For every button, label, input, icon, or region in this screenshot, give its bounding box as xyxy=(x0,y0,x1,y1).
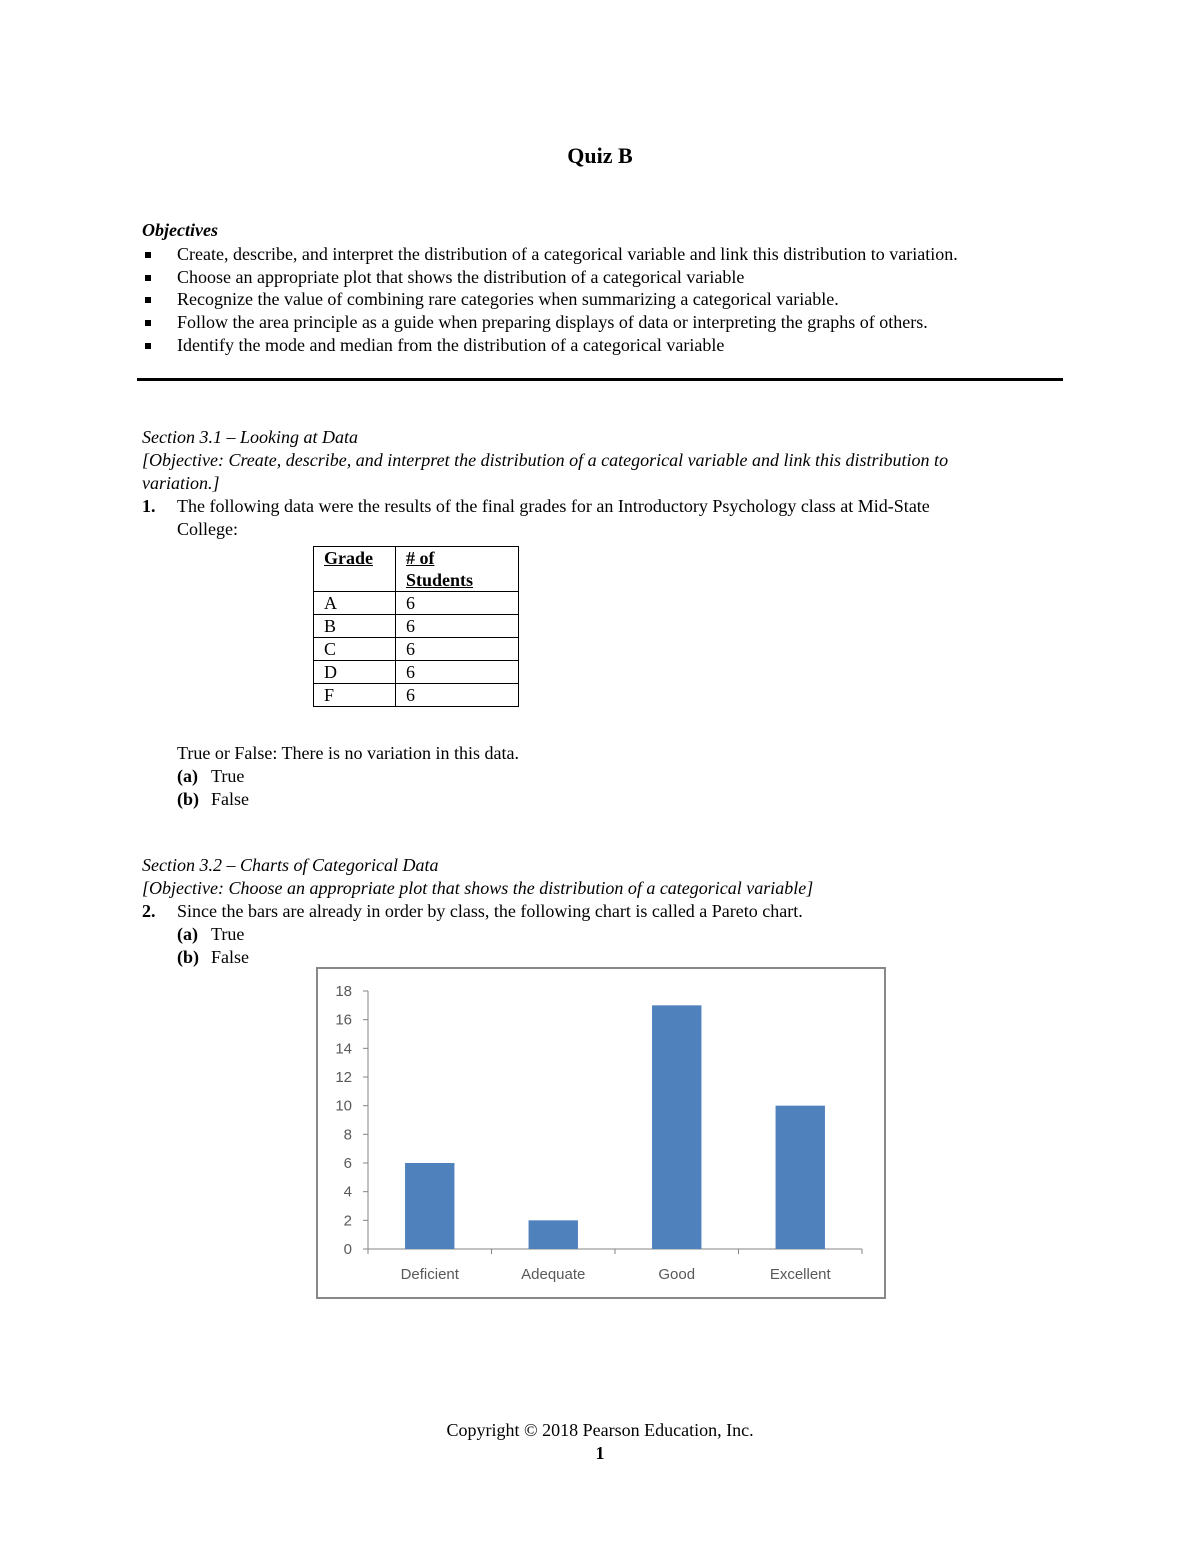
table-row xyxy=(314,592,519,615)
option-label: (b) xyxy=(177,789,199,809)
section1-objective-line2: variation.] xyxy=(142,473,220,493)
count-cell: 6 xyxy=(396,661,519,684)
y-tick-label: 2 xyxy=(343,1212,352,1230)
question2-number: 2. xyxy=(142,901,156,921)
y-tick-label: 4 xyxy=(343,1183,352,1201)
bullet-icon xyxy=(145,320,151,326)
objective-item xyxy=(142,288,958,311)
y-tick-label: 16 xyxy=(335,1011,352,1029)
table-header-row xyxy=(314,547,519,592)
y-tick-label: 14 xyxy=(335,1040,352,1058)
table-header-grade: Grade xyxy=(314,547,396,592)
question1-option-a xyxy=(177,765,244,788)
option-label: (a) xyxy=(177,924,198,944)
question1-text-line2: College: xyxy=(177,519,238,539)
horizontal-divider xyxy=(137,378,1063,381)
grade-cell: A xyxy=(314,592,396,615)
objective-text: Recognize the value of combining rare categories when summarizing a categorical variable. xyxy=(177,289,839,310)
option-text: True xyxy=(211,766,245,786)
bar-chart-frame xyxy=(316,967,886,1299)
grades-table-wrapper xyxy=(313,546,519,707)
objective-text: Choose an appropriate plot that shows the distribution of a categorical variable xyxy=(177,266,745,287)
table-row xyxy=(314,615,519,638)
x-tick-label: Good xyxy=(658,1266,696,1283)
x-tick-label: Excellent xyxy=(769,1266,831,1283)
x-tick-label: Deficient xyxy=(400,1266,459,1283)
question1-number: 1. xyxy=(142,496,156,516)
page-number: 1 xyxy=(595,1443,605,1463)
bar-good xyxy=(652,1005,701,1249)
question1-option-b xyxy=(177,788,249,811)
objective-item xyxy=(142,266,958,289)
y-tick-label: 10 xyxy=(335,1097,352,1115)
grade-cell: F xyxy=(314,684,396,707)
copyright-text: Copyright © 2018 Pearson Education, Inc. xyxy=(446,1420,754,1440)
table-row xyxy=(314,684,519,707)
question2 xyxy=(142,900,803,923)
section2-heading: Section 3.2 – Charts of Categorical Data xyxy=(142,855,439,875)
bullet-icon xyxy=(145,343,151,349)
bar-chart xyxy=(318,969,884,1297)
y-tick-label: 18 xyxy=(335,983,352,1000)
table-row xyxy=(314,661,519,684)
option-label: (b) xyxy=(177,947,199,967)
question2-option-b xyxy=(177,946,249,969)
objective-text: Identify the mode and median from the distribution of a categorical variable xyxy=(177,334,725,355)
table-header-students xyxy=(396,547,519,592)
count-cell: 6 xyxy=(396,684,519,707)
y-tick-label: 0 xyxy=(343,1241,352,1258)
question1-prompt: True or False: There is no variation in this data. xyxy=(177,743,519,763)
question2-text: Since the bars are already in order by class, the following chart is called a Pareto chart. xyxy=(177,901,803,921)
bullet-icon xyxy=(145,252,151,258)
option-label: (a) xyxy=(177,766,198,786)
header-students-line1: # of xyxy=(406,548,435,568)
grade-cell: C xyxy=(314,638,396,661)
bar-excellent xyxy=(776,1106,825,1249)
count-cell: 6 xyxy=(396,592,519,615)
question1 xyxy=(142,495,930,518)
bullet-icon xyxy=(145,297,151,303)
page-title: Quiz B xyxy=(567,143,633,168)
option-text: False xyxy=(211,789,249,809)
objective-text: Create, describe, and interpret the distribution of a categorical variable and link this distribution to variation. xyxy=(177,244,958,264)
y-tick-label: 12 xyxy=(335,1069,352,1086)
objectives-heading: Objectives xyxy=(142,220,218,240)
question1-text-line1: The following data were the results of the final grades for an Introductory Psychology class at Mid-State xyxy=(177,496,930,516)
section2-objective: [Objective: Choose an appropriate plot that shows the distribution of a categorical variable] xyxy=(142,878,814,898)
section1-objective-line1: [Objective: Create, describe, and interpret the distribution of a categorical variable and link this distribution to xyxy=(142,450,949,470)
option-text: False xyxy=(211,947,249,967)
bar-adequate xyxy=(529,1220,578,1249)
grade-cell: D xyxy=(314,661,396,684)
count-cell: 6 xyxy=(396,638,519,661)
count-cell: 6 xyxy=(396,615,519,638)
table-row xyxy=(314,638,519,661)
section1-heading: Section 3.1 – Looking at Data xyxy=(142,427,358,447)
bar-deficient xyxy=(405,1163,454,1249)
y-tick-label: 8 xyxy=(343,1126,352,1144)
grade-cell: B xyxy=(314,615,396,638)
objective-item xyxy=(142,243,958,266)
objective-item xyxy=(142,334,958,357)
objective-item xyxy=(142,311,958,334)
objective-text: Follow the area principle as a guide when preparing displays of data or interpreting the graphs of others. xyxy=(177,312,928,333)
question2-option-a xyxy=(177,923,244,946)
objectives-list xyxy=(142,243,958,356)
option-text: True xyxy=(211,924,245,944)
grades-table xyxy=(313,546,519,707)
x-tick-label: Adequate xyxy=(521,1266,586,1283)
bullet-icon xyxy=(145,275,151,281)
header-students-line2: Students xyxy=(406,570,474,590)
y-tick-label: 6 xyxy=(343,1155,352,1172)
